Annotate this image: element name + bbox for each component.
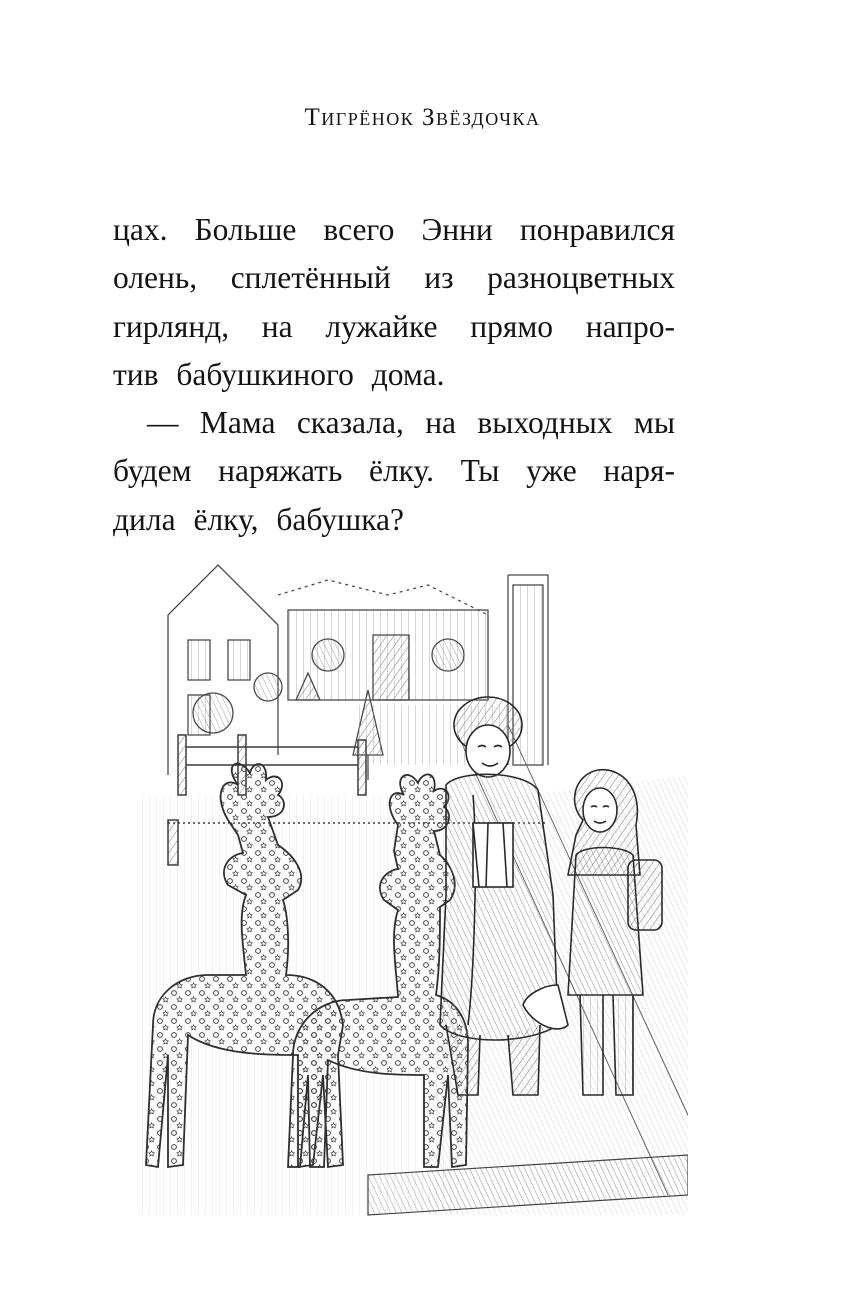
text-line: дила ёлку, бабушка?: [113, 501, 404, 537]
text-line: гирлянд, на лужайке прямо напро-: [113, 308, 675, 344]
text-line: будем наряжать ёлку. Ты уже наря-: [113, 453, 675, 489]
text-line: олень, сплетённый из разноцветных: [113, 260, 675, 296]
pencil-illustration: [128, 555, 688, 1235]
text-line: — Мама сказала, на выходных мы: [147, 405, 675, 441]
text-line: тив бабушкиного дома.: [113, 356, 445, 392]
text-line: цах. Больше всего Энни понравился: [113, 212, 675, 247]
running-head-title: Тигрёнок Звёздочка: [304, 104, 541, 131]
body-text: [113, 206, 675, 544]
